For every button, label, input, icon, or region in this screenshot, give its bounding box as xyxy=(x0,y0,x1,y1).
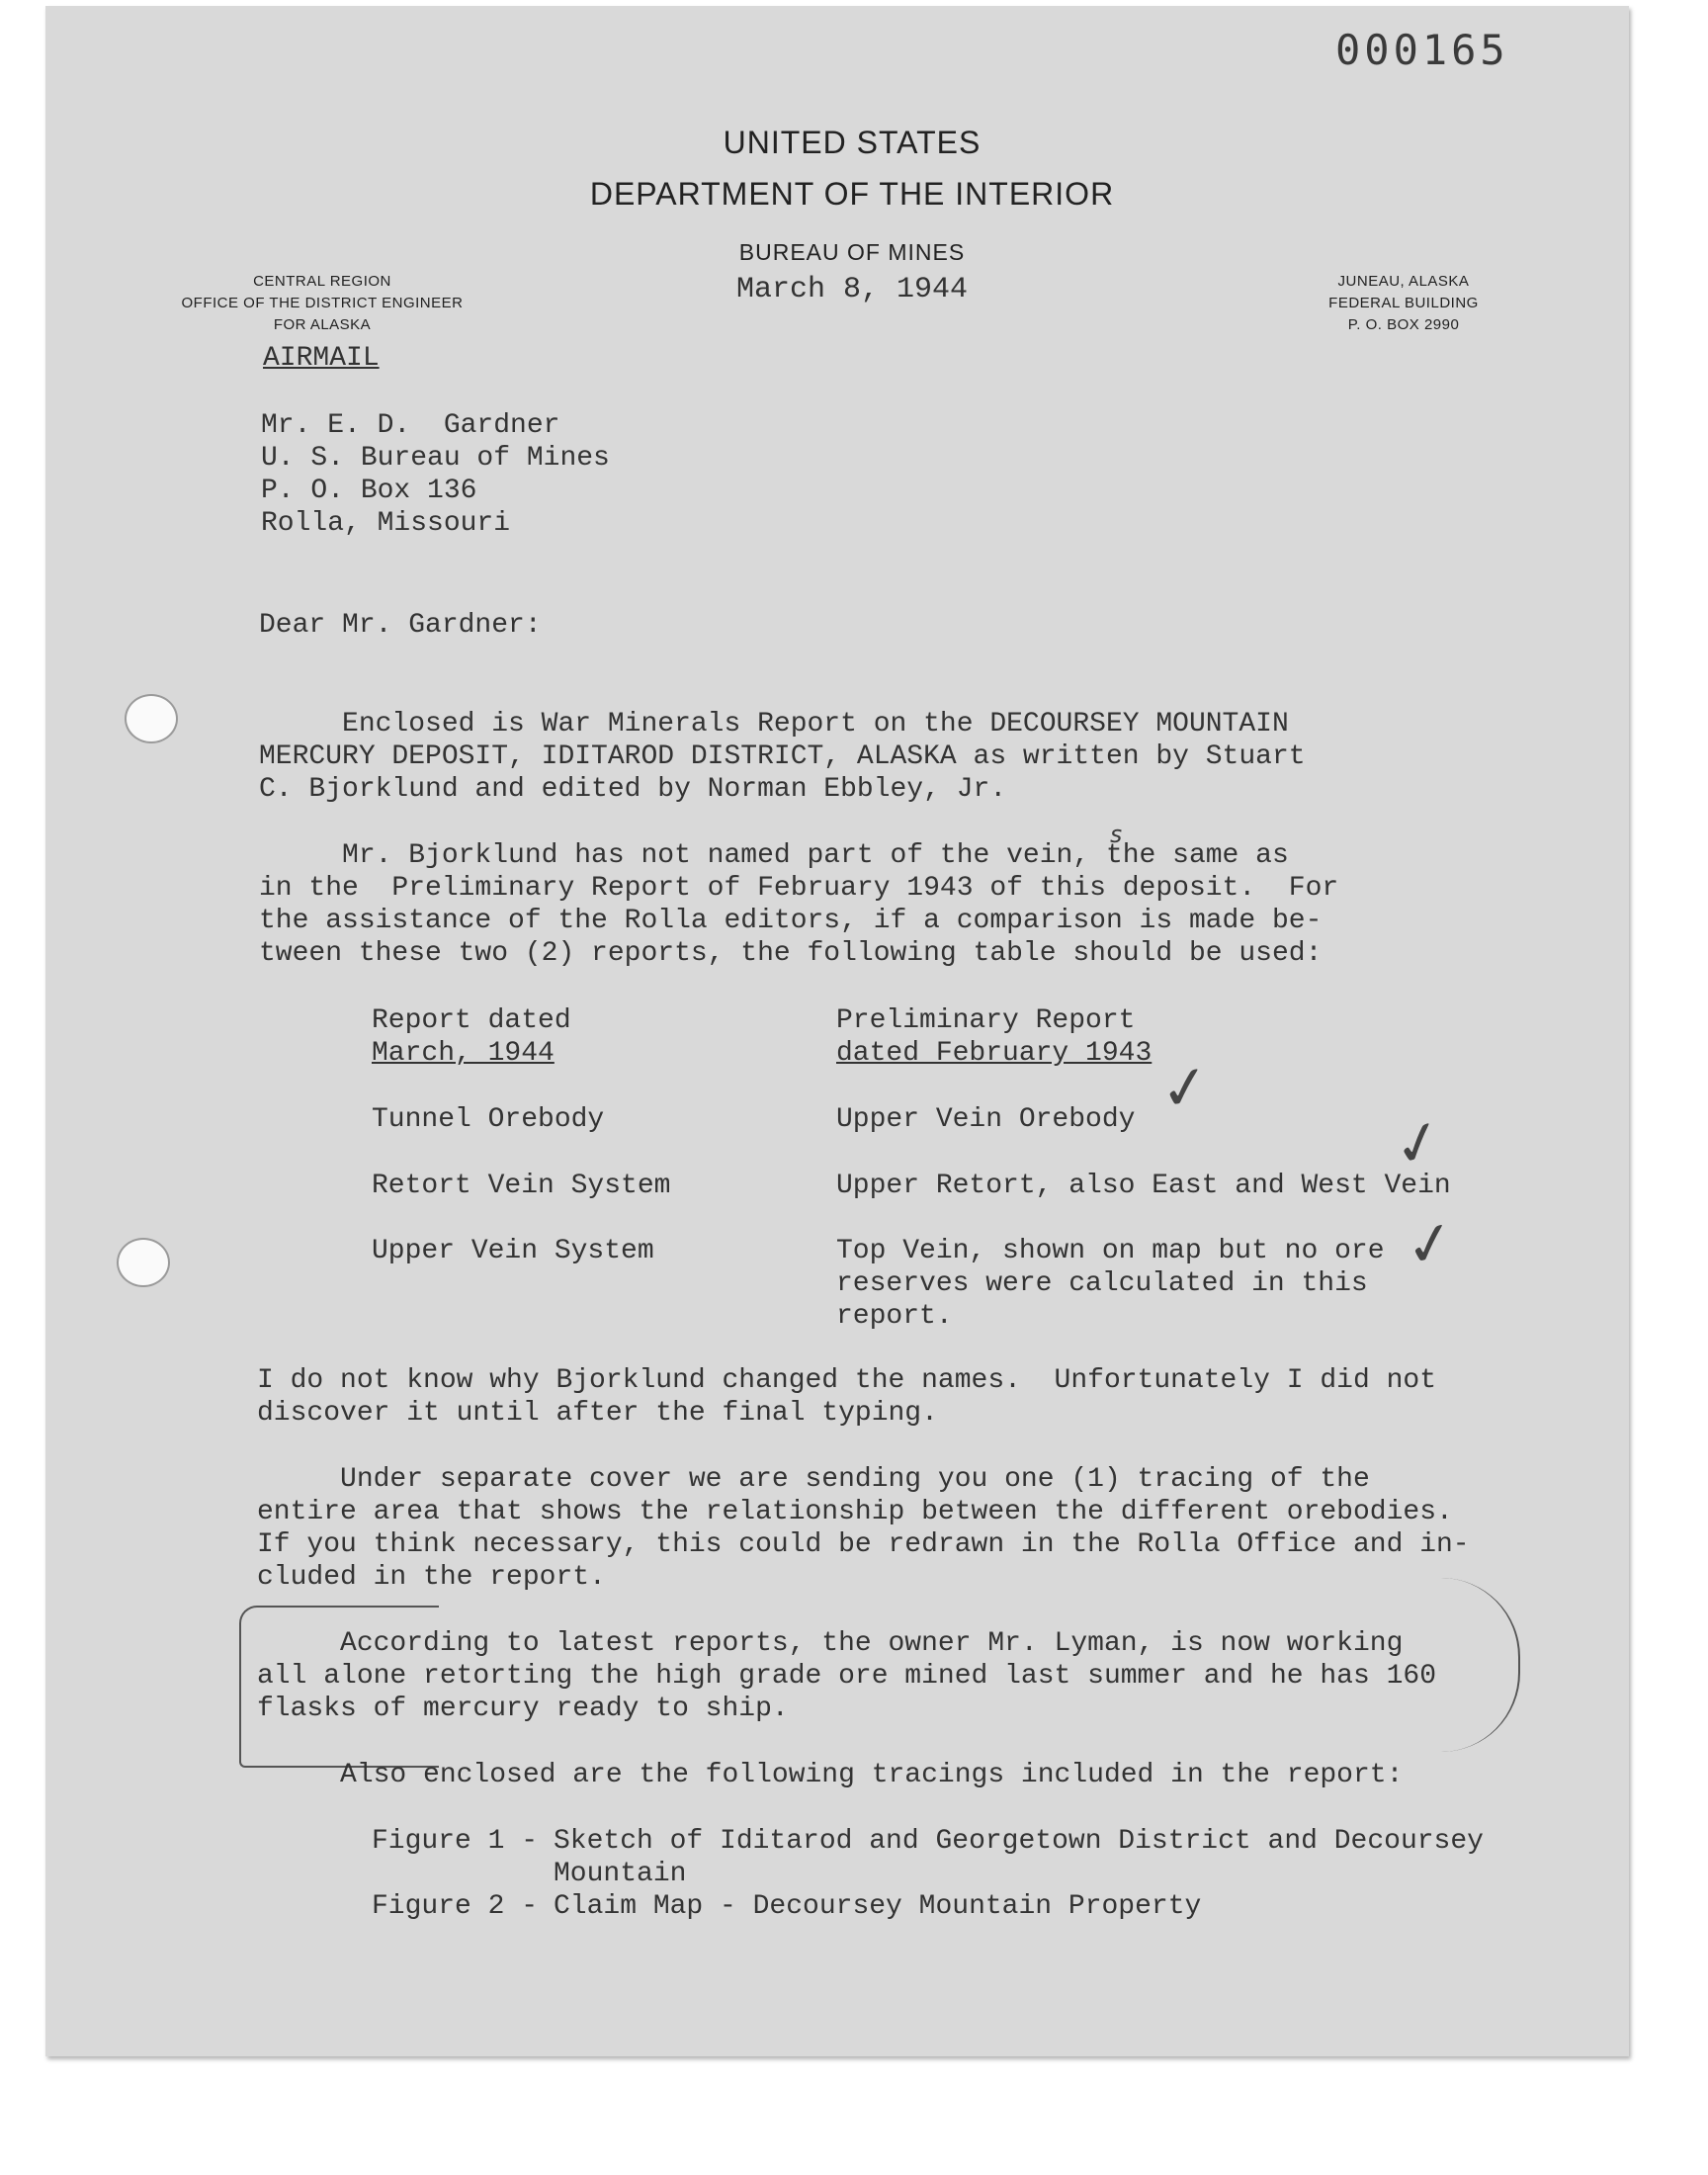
letter-page xyxy=(45,6,1629,2056)
text-line: flasks of mercury ready to ship. xyxy=(257,1694,789,1724)
check-mark-icon: ✓ xyxy=(1386,1103,1452,1184)
right-block-line: JUNEAU, ALASKA xyxy=(1337,273,1470,290)
paragraph-2 xyxy=(259,839,1494,970)
paragraph-3 xyxy=(257,1364,1493,1430)
text-line: cluded in the report. xyxy=(257,1562,606,1593)
check-mark-icon: ✓ xyxy=(1400,1206,1461,1283)
paragraph-4 xyxy=(257,1463,1493,1594)
left-block-line: OFFICE OF THE DISTRICT ENGINEER xyxy=(181,295,464,311)
letterhead-bureau: BUREAU OF MINES xyxy=(738,239,966,265)
airmail-label: AIRMAIL xyxy=(263,343,380,374)
text-line: Also enclosed are the following tracings included in the report: xyxy=(257,1760,1404,1790)
letterhead-right-block xyxy=(1295,271,1512,336)
text-line: Enclosed is War Minerals Report on the DECOURSEY MOUNTAIN xyxy=(259,709,1289,740)
page-number: 000165 xyxy=(1335,26,1509,74)
table-row-right: Upper Retort, also East and West Vein xyxy=(836,1171,1451,1201)
letterhead-line1: UNITED STATES xyxy=(723,125,982,160)
text-line: Under separate cover we are sending you one (1) tracing of the xyxy=(257,1464,1370,1495)
text-line: If you think necessary, this could be redrawn in the Rolla Office and in- xyxy=(257,1529,1470,1560)
figure-label: Figure 1 - xyxy=(372,1826,539,1857)
text-line: Mr. Bjorklund has not named part of the vein, the same as xyxy=(259,840,1289,871)
text-line: discover it until after the final typing. xyxy=(257,1398,938,1429)
table-header-line: dated February 1943 xyxy=(836,1038,1153,1069)
text-line: I do not know why Bjorklund changed the names. Unfortunately I did not xyxy=(257,1365,1436,1396)
table-row-left: Retort Vein System xyxy=(372,1171,671,1201)
text-line: entire area that shows the relationship between the different orebodies. xyxy=(257,1497,1453,1527)
right-block-line: P. O. BOX 2990 xyxy=(1347,316,1460,333)
letterhead-line2: DEPARTMENT OF THE INTERIOR xyxy=(589,176,1115,212)
text-line: MERCURY DEPOSIT, IDITAROD DISTRICT, ALASKA as written by Stuart xyxy=(259,741,1306,772)
address-line: P. O. Box 136 xyxy=(261,476,477,506)
check-mark-icon: ✓ xyxy=(1155,1050,1215,1127)
table-header-line: Report dated xyxy=(372,1005,571,1036)
table-row-left: Upper Vein System xyxy=(372,1236,654,1266)
paragraph-6 xyxy=(257,1759,1493,1791)
table-row-left: Tunnel Orebody xyxy=(372,1104,605,1135)
text-line: tween these two (2) reports, the following table should be used: xyxy=(259,938,1323,969)
recipient-address xyxy=(261,409,610,540)
figure-text: Claim Map - Decoursey Mountain Property xyxy=(554,1891,1202,1922)
left-block-line: CENTRAL REGION xyxy=(253,273,391,290)
punch-hole xyxy=(125,694,178,743)
table-header-line: Preliminary Report xyxy=(836,1005,1136,1036)
figure-text-line: Sketch of Iditarod and Georgetown District and Decoursey xyxy=(554,1826,1484,1857)
letterhead-left-block xyxy=(154,271,490,336)
figure-text-line: Mountain xyxy=(554,1859,687,1889)
figure-label: Figure 2 - xyxy=(372,1891,539,1922)
text-line: C. Bjorklund and edited by Norman Ebbley, Jr. xyxy=(259,774,1007,805)
table-cell-line: reserves were calculated in this xyxy=(836,1268,1368,1299)
left-block-line: FOR ALASKA xyxy=(273,316,372,333)
paragraph-1 xyxy=(259,708,1494,806)
text-line: all alone retorting the high grade ore mined last summer and he has 160 xyxy=(257,1661,1436,1692)
table-cell-line: report. xyxy=(836,1301,953,1332)
address-line: U. S. Bureau of Mines xyxy=(261,443,610,474)
table-cell-line: Top Vein, shown on map but no ore xyxy=(836,1236,1385,1266)
figure-text xyxy=(554,1825,1484,1890)
handwritten-insert: s xyxy=(1109,821,1124,848)
table-row-right xyxy=(836,1235,1385,1333)
text-line: in the Preliminary Report of February 1943 of this deposit. For xyxy=(259,873,1339,904)
address-line: Mr. E. D. Gardner xyxy=(261,410,560,441)
letter-date: March 8, 1944 xyxy=(735,273,969,306)
salutation: Dear Mr. Gardner: xyxy=(259,610,542,641)
paragraph-5 xyxy=(257,1627,1493,1725)
table-header-line: March, 1944 xyxy=(372,1038,555,1069)
punch-hole xyxy=(117,1238,170,1287)
text-line: the assistance of the Rolla editors, if a comparison is made be- xyxy=(259,906,1323,936)
right-block-line: FEDERAL BUILDING xyxy=(1328,295,1479,311)
table-row-right: Upper Vein Orebody xyxy=(836,1104,1136,1135)
table-left-header xyxy=(372,1004,571,1070)
text-line: According to latest reports, the owner Mr. Lyman, is now working xyxy=(257,1628,1404,1659)
table-right-header xyxy=(836,1004,1152,1070)
address-line: Rolla, Missouri xyxy=(261,508,511,539)
